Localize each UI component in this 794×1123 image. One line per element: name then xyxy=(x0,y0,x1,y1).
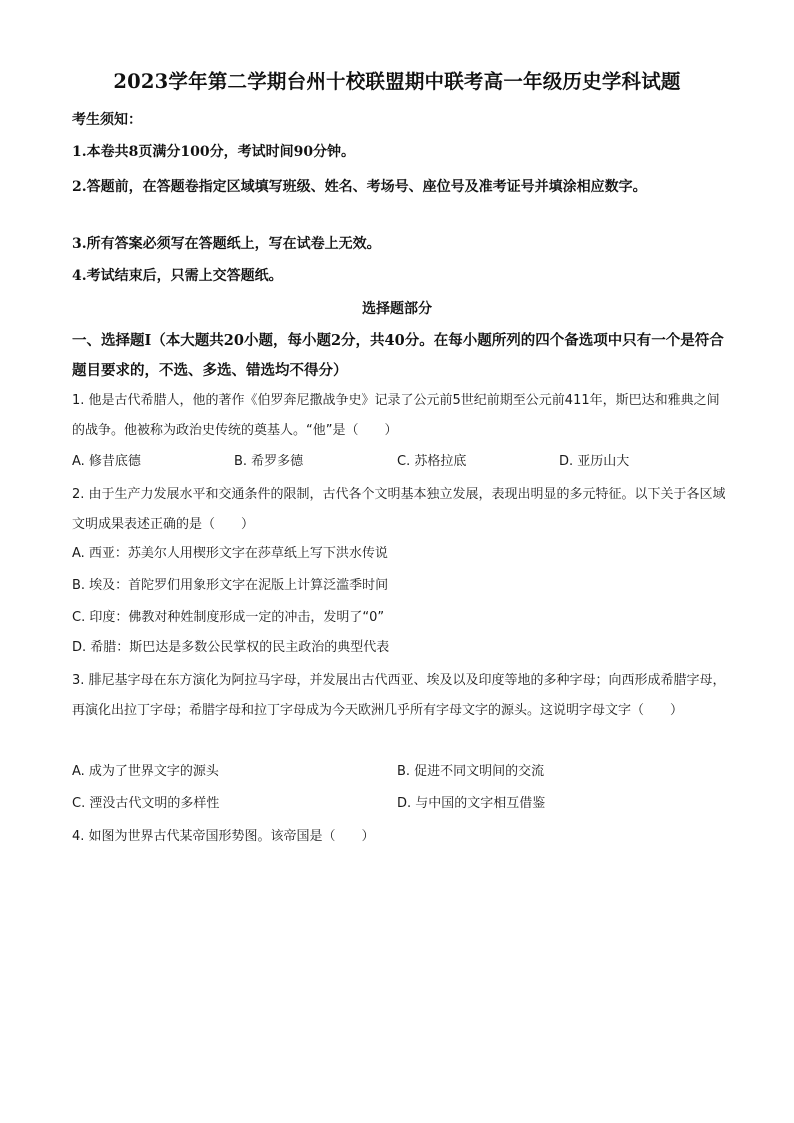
question-2-option-a: A. 西亚：苏美尔人用楔形文字在莎草纸上写下洪水传说 xyxy=(72,546,388,561)
question-4-stem: 4. 如图为世界古代某帝国形势图。该帝国是（ ） xyxy=(72,829,375,844)
notice-item-2: 2.答题前，在答题卷指定区域填写班级、姓名、考场号、座位号及准考证号并填涂相应数字。 xyxy=(72,179,647,195)
question-3-option-a: A. 成为了世界文字的源头 xyxy=(72,764,219,779)
notice-item-4: 4.考试结束后，只需上交答题纸。 xyxy=(72,268,283,284)
question-1-stem: 1. 他是古代希腊人，他的著作《伯罗奔尼撒战争史》记录了公元前5世纪前期至公元前411年，斯巴达和雅典之间的战争。他被称为政治史传统的奠基人。“他”是（ ） xyxy=(72,393,720,438)
exam-title: 2023学年第二学期台州十校联盟期中联考高一年级历史学科试题 xyxy=(113,70,681,93)
question-2-option-d: D. 希腊：斯巴达是多数公民掌权的民主政治的典型代表 xyxy=(72,640,390,655)
question-2-option-c: C. 印度：佛教对种姓制度形成一定的冲击，发明了“0” xyxy=(72,610,385,625)
notice-item-1: 1.本卷共8页满分100分，考试时间90分钟。 xyxy=(72,144,356,160)
question-3-option-b: B. 促进不同文明间的交流 xyxy=(397,764,545,779)
question-1-option-b: B. 希罗多德 xyxy=(234,454,304,469)
question-2-option-b: B. 埃及：首陀罗们用象形文字在泥版上计算泛滥季时间 xyxy=(72,578,389,593)
question-1-option-d: D. 亚历山大 xyxy=(559,454,630,469)
question-1-option-a: A. 修昔底德 xyxy=(72,454,141,469)
question-3-option-c: C. 湮没古代文明的多样性 xyxy=(72,796,220,811)
notice-item-3: 3.所有答案必须写在答题纸上，写在试卷上无效。 xyxy=(72,236,381,252)
question-2-stem: 2. 由于生产力发展水平和交通条件的限制，古代各个文明基本独立发展，表现出明显的多元特征。以下关于各区域文明成果表述正确的是（ ） xyxy=(72,487,726,532)
question-1-option-c: C. 苏格拉底 xyxy=(397,454,467,469)
question-3-stem: 3. 腓尼基字母在东方演化为阿拉马字母，并发展出古代西亚、埃及以及印度等地的多种字母；向西形成希腊字母，再演化出拉丁字母；希腊字母和拉丁字母成为今天欧洲几乎所有字母文字的源头。这说明字母文字（ ） xyxy=(72,673,726,718)
question-3-option-d: D. 与中国的文字相互借鉴 xyxy=(397,796,546,811)
part-intro: 一、选择题Ⅰ（本大题共20小题，每小题2分，共40分。在每小题所列的四个备选项中只有一个是符合题目要求的，不选、多选、错选均不得分） xyxy=(72,332,724,379)
notice-heading: 考生须知： xyxy=(72,112,142,128)
section-header: 选择题部分 xyxy=(362,301,432,317)
